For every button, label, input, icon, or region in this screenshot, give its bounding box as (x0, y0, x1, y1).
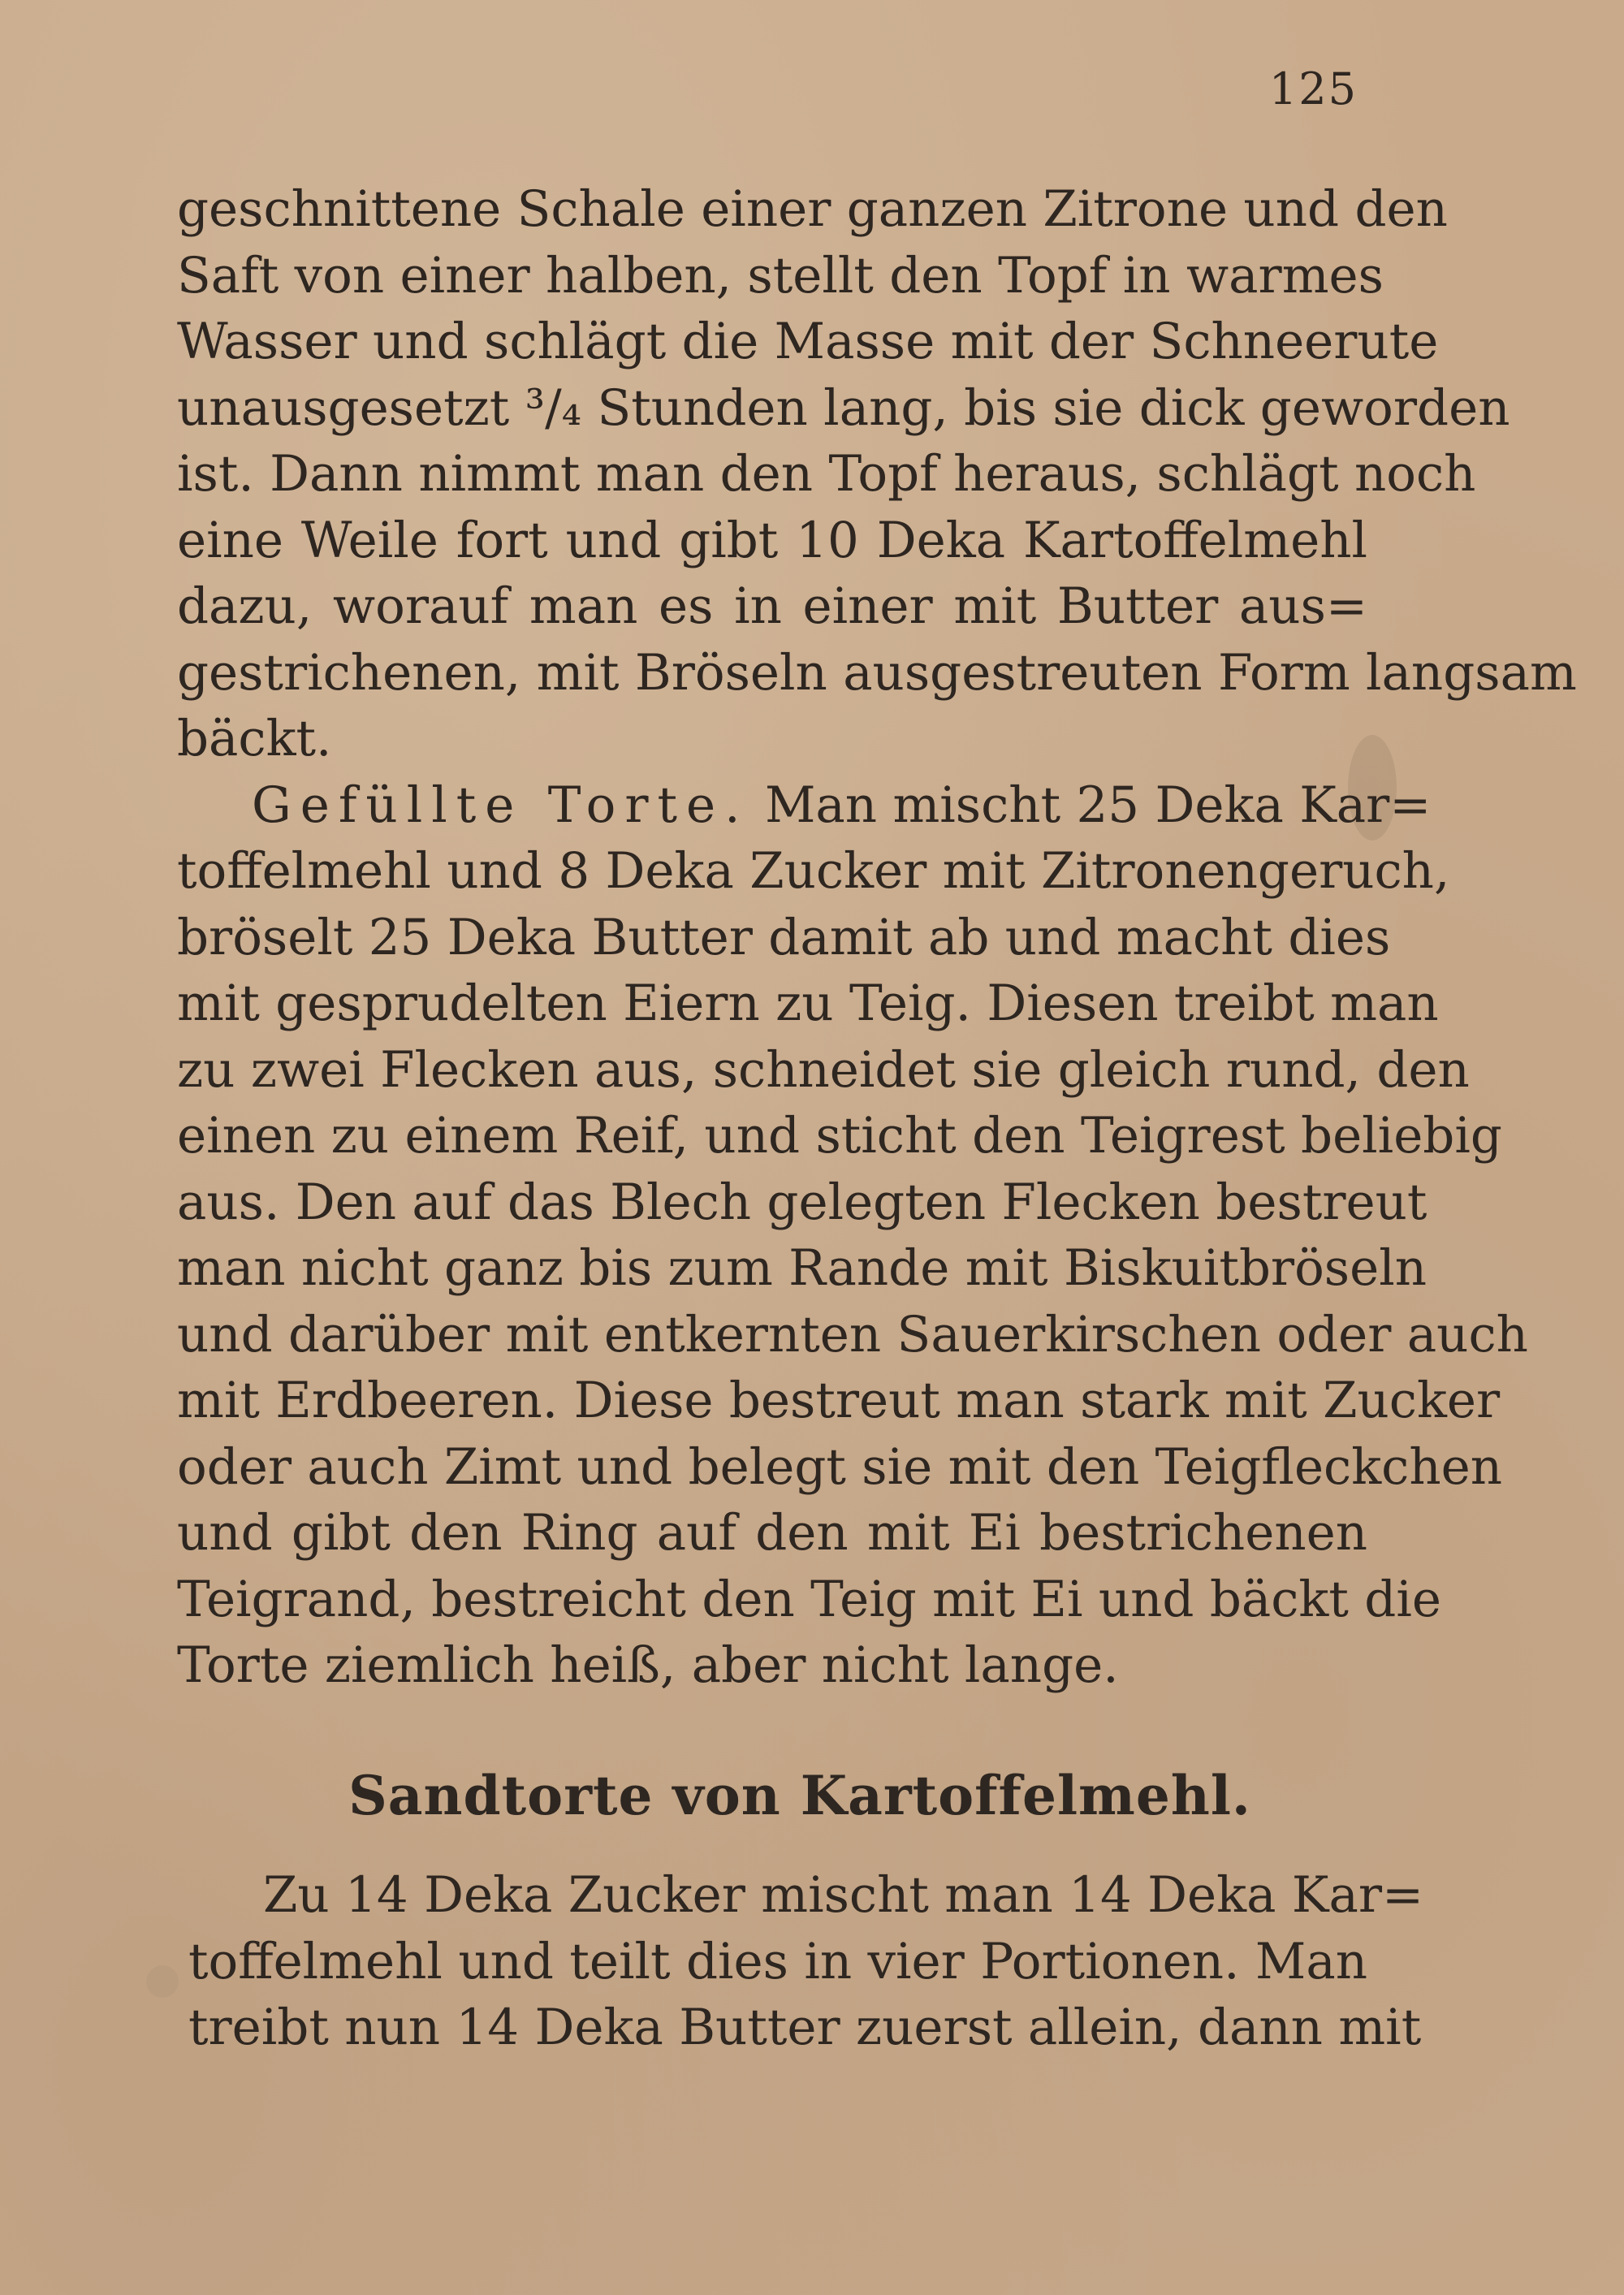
text-line: zu zwei Flecken aus, schneidet sie gleich rund, den (177, 1040, 1470, 1099)
text-line: mit gesprudelten Eiern zu Teig. Diesen treibt man (177, 975, 1439, 1032)
text-line: geschnittene Schale einer ganzen Zitrone und den (177, 180, 1448, 238)
text-line: man nicht ganz bis zum Rande mit Biskuitbröseln (177, 1239, 1427, 1297)
recipe-text (177, 176, 1577, 1699)
text-line: gestrichenen, mit Bröseln ausgestreuten Form langsam (177, 643, 1577, 702)
text-line: unausgesetzt ³/₄ Stunden lang, bis sie dick geworden (177, 378, 1510, 437)
page-number: 125 (1268, 63, 1358, 115)
text-line: bröselt 25 Deka Butter damit ab und macht dies (177, 908, 1391, 966)
text-line: toffelmehl und 8 Deka Zucker mit Zitronengeruch, (177, 842, 1450, 900)
text-line: Torte ziemlich heiß, aber nicht lange. (177, 1636, 1119, 1694)
text-line: und darüber mit entkernten Sauerkirschen oder auch (177, 1305, 1528, 1364)
recipe-heading: Sandtorte von Kartoffelmehl. (348, 1764, 1251, 1827)
recipe-text (188, 1862, 1424, 2061)
recipe-title: Gefüllte Torte. (252, 776, 749, 834)
text-line: einen zu einem Reif, und sticht den Teigrest beliebig (177, 1107, 1502, 1165)
text-line: aus. Den auf das Blech gelegten Flecken bestreut (177, 1173, 1427, 1231)
text-line: toffelmehl und teilt dies in vier Portionen. Man (188, 1932, 1367, 1990)
text-line: treibt nun 14 Deka Butter zuerst allein, dann mit (188, 1999, 1422, 2056)
text-line: mit Erdbeeren. Diese bestreut man stark mit Zucker (177, 1372, 1501, 1429)
text-line: eine Weile fort und gibt 10 Deka Kartoffelmehl (177, 511, 1367, 569)
text-line: Zu 14 Deka Zucker mischt man 14 Deka Kar= (263, 1866, 1424, 1924)
text-line: ist. Dann nimmt man den Topf heraus, schlägt noch (177, 445, 1476, 503)
text-line: bäckt. (177, 710, 332, 767)
text-line: oder auch Zimt und belegt sie mit den Teigfleckchen (177, 1437, 1503, 1496)
paper-stain (146, 1965, 179, 1998)
text-line-rest: Man mischt 25 Deka Kar= (764, 776, 1432, 834)
text-line: Wasser und schlägt die Masse mit der Schneerute (177, 313, 1439, 370)
text-line: dazu, worauf man es in einer mit Butter aus= (177, 577, 1367, 635)
text-line: und gibt den Ring auf den mit Ei bestrichenen (177, 1504, 1367, 1562)
text-line: Saft von einer halben, stellt den Topf in warmes (177, 246, 1384, 305)
text-line: Teigrand, bestreicht den Teig mit Ei und bäckt die (177, 1570, 1441, 1628)
recipe-title-line (177, 772, 1432, 839)
